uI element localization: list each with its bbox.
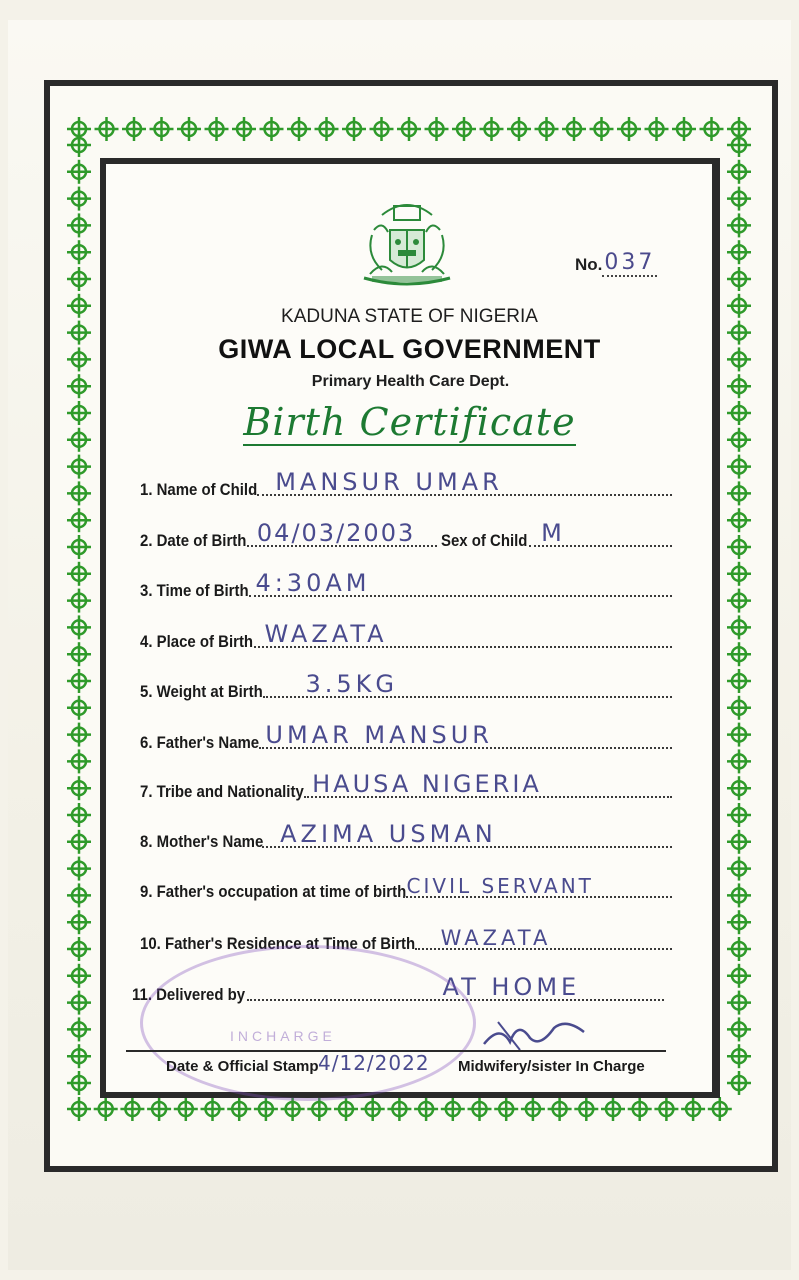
- field-line: [257, 464, 672, 496]
- field-line: [415, 918, 672, 950]
- field-line: [262, 816, 672, 848]
- chain-link-icon: [94, 1097, 118, 1121]
- chain-link-icon: [617, 117, 641, 141]
- field-value: 4:30AM: [255, 569, 371, 597]
- chain-link-icon: [67, 830, 91, 854]
- chain-link-icon: [494, 1097, 518, 1121]
- chain-link-icon: [727, 776, 751, 800]
- chain-link-icon: [120, 1097, 144, 1121]
- field-line: [247, 515, 437, 547]
- chain-link-icon: [727, 910, 751, 934]
- chain-link-icon: [727, 991, 751, 1015]
- chain-link-icon: [67, 964, 91, 988]
- chain-link-icon: [67, 1071, 91, 1095]
- chain-link-icon: [174, 1097, 198, 1121]
- chain-link-icon: [67, 857, 91, 881]
- field-label: 3. Time of Birth: [140, 581, 249, 600]
- chain-link-icon: [67, 883, 91, 907]
- field-name-of-child: [140, 466, 672, 500]
- date-and-stamp-label: Date & Official Stamp: [166, 1058, 319, 1075]
- chain-link-icon: [727, 213, 751, 237]
- chain-link-icon: [67, 642, 91, 666]
- certificate-title: Birth Certificate: [243, 400, 576, 444]
- chain-link-icon: [727, 535, 751, 559]
- field-tribe-and-nationality: [140, 768, 672, 802]
- chain-link-icon: [727, 160, 751, 184]
- left-chain-border: [62, 128, 96, 1098]
- chain-link-icon: [177, 117, 201, 141]
- top-chain-border: [62, 112, 758, 146]
- chain-link-icon: [562, 117, 586, 141]
- chain-link-icon: [727, 187, 751, 211]
- chain-link-icon: [67, 508, 91, 532]
- field-value: UMAR MANSUR: [265, 721, 493, 749]
- chain-link-icon: [535, 117, 559, 141]
- chain-link-icon: [628, 1097, 652, 1121]
- chain-link-icon: [480, 117, 504, 141]
- chain-link-icon: [727, 857, 751, 881]
- chain-link-icon: [387, 1097, 411, 1121]
- midwife-signature: [480, 1014, 590, 1059]
- chain-link-icon: [397, 117, 421, 141]
- chain-link-icon: [414, 1097, 438, 1121]
- field-value: AZIMA USMAN: [280, 820, 497, 848]
- chain-link-icon: [122, 117, 146, 141]
- chain-link-icon: [727, 615, 751, 639]
- chain-link-icon: [67, 749, 91, 773]
- field-value: WAZATA: [440, 926, 552, 950]
- chain-link-icon: [67, 1097, 91, 1121]
- field-line: [249, 565, 672, 597]
- field-weight-at-birth: [140, 668, 672, 702]
- chain-link-icon: [67, 776, 91, 800]
- field-value: 04/03/2003: [256, 519, 416, 547]
- local-government-name: GIWA LOCAL GOVERNMENT: [218, 334, 601, 364]
- chain-link-icon: [205, 117, 229, 141]
- chain-link-icon: [708, 1097, 732, 1121]
- chain-link-icon: [727, 1071, 751, 1095]
- chain-link-icon: [232, 117, 256, 141]
- field-line: [263, 666, 672, 698]
- chain-link-icon: [150, 117, 174, 141]
- chain-link-icon: [727, 589, 751, 613]
- field-label: 11. Delivered by: [132, 985, 246, 1004]
- chain-link-icon: [67, 937, 91, 961]
- field-place-of-birth: [140, 618, 672, 652]
- state-name: KADUNA STATE OF NIGERIA: [281, 306, 538, 327]
- chain-link-icon: [727, 696, 751, 720]
- coat-of-arms-icon: [352, 190, 462, 300]
- field-label: 9. Father's occupation at time of birth: [140, 882, 407, 901]
- chain-link-icon: [67, 562, 91, 586]
- field-date-of-birth: [140, 517, 672, 551]
- chain-link-icon: [727, 133, 751, 157]
- field-value: CIVIL SERVANT: [406, 874, 594, 898]
- chain-link-icon: [654, 1097, 678, 1121]
- chain-link-icon: [67, 1044, 91, 1068]
- chain-link-icon: [67, 991, 91, 1015]
- chain-link-icon: [67, 481, 91, 505]
- field-fathers-occupation: [140, 868, 672, 902]
- chain-link-icon: [521, 1097, 545, 1121]
- chain-link-icon: [507, 117, 531, 141]
- chain-link-icon: [727, 455, 751, 479]
- chain-link-icon: [67, 1017, 91, 1041]
- chain-link-icon: [441, 1097, 465, 1121]
- chain-link-icon: [67, 455, 91, 479]
- chain-link-icon: [645, 117, 669, 141]
- certificate-number-value: 037: [604, 250, 656, 275]
- chain-link-icon: [601, 1097, 625, 1121]
- chain-link-icon: [67, 267, 91, 291]
- chain-link-icon: [548, 1097, 572, 1121]
- right-chain-border: [722, 128, 756, 1098]
- chain-link-icon: [727, 830, 751, 854]
- chain-link-icon: [727, 267, 751, 291]
- midwife-label: Midwifery/sister In Charge: [458, 1058, 645, 1075]
- field-fathers-residence: [140, 920, 672, 954]
- chain-link-icon: [67, 723, 91, 747]
- chain-link-icon: [67, 696, 91, 720]
- chain-link-icon: [342, 117, 366, 141]
- field-label: 8. Mother's Name: [140, 832, 264, 851]
- chain-link-icon: [727, 508, 751, 532]
- field-value: AT HOME: [442, 973, 581, 1001]
- field-line: [259, 717, 672, 749]
- chain-link-icon: [727, 1017, 751, 1041]
- chain-link-icon: [727, 642, 751, 666]
- department-name: Primary Health Care Dept.: [311, 373, 510, 390]
- field-line: [529, 515, 672, 547]
- chain-link-icon: [147, 1097, 171, 1121]
- chain-link-icon: [574, 1097, 598, 1121]
- chain-link-icon: [727, 723, 751, 747]
- field-value: M: [541, 519, 566, 547]
- field-time-of-birth: [140, 567, 672, 601]
- chain-link-icon: [727, 481, 751, 505]
- chain-link-icon: [287, 117, 311, 141]
- chain-link-icon: [67, 240, 91, 264]
- field-label: 5. Weight at Birth: [140, 682, 263, 701]
- chain-link-icon: [727, 669, 751, 693]
- field-label: Sex of Child: [440, 531, 528, 550]
- chain-link-icon: [727, 883, 751, 907]
- chain-link-icon: [254, 1097, 278, 1121]
- chain-link-icon: [727, 562, 751, 586]
- chain-link-icon: [468, 1097, 492, 1121]
- chain-link-icon: [67, 615, 91, 639]
- chain-link-icon: [700, 117, 724, 141]
- certificate-number-label: No.: [575, 255, 603, 274]
- certificate-number: [575, 250, 656, 275]
- chain-link-icon: [727, 749, 751, 773]
- chain-link-icon: [67, 160, 91, 184]
- chain-link-icon: [727, 964, 751, 988]
- chain-link-icon: [727, 1044, 751, 1068]
- official-stamp: [140, 945, 476, 1101]
- field-value: MANSUR UMAR: [275, 468, 503, 496]
- field-label: 6. Father's Name: [140, 733, 260, 752]
- field-fathers-name: [140, 719, 672, 753]
- field-label: 7. Tribe and Nationality: [140, 782, 304, 801]
- chain-link-icon: [370, 117, 394, 141]
- chain-link-icon: [67, 187, 91, 211]
- field-line: [403, 866, 672, 898]
- stamp-date: 4/12/2022: [318, 1051, 430, 1075]
- chain-link-icon: [201, 1097, 225, 1121]
- chain-link-icon: [672, 117, 696, 141]
- chain-link-icon: [260, 117, 284, 141]
- chain-link-icon: [67, 589, 91, 613]
- chain-link-icon: [727, 240, 751, 264]
- chain-link-icon: [315, 117, 339, 141]
- field-value: 3.5KG: [305, 670, 398, 698]
- field-value: WAZATA: [264, 620, 388, 648]
- chain-link-icon: [67, 133, 91, 157]
- field-label: 4. Place of Birth: [140, 632, 254, 651]
- chain-link-icon: [95, 117, 119, 141]
- chain-link-icon: [67, 213, 91, 237]
- field-value: HAUSA NIGERIA: [312, 770, 542, 798]
- chain-link-icon: [227, 1097, 251, 1121]
- chain-link-icon: [727, 803, 751, 827]
- field-line: [254, 616, 672, 648]
- chain-link-icon: [681, 1097, 705, 1121]
- chain-link-icon: [452, 117, 476, 141]
- chain-link-icon: [67, 803, 91, 827]
- chain-link-icon: [67, 910, 91, 934]
- chain-link-icon: [425, 117, 449, 141]
- field-label: 1. Name of Child: [140, 480, 258, 499]
- chain-link-icon: [727, 937, 751, 961]
- field-mothers-name: [140, 818, 672, 852]
- field-label: 2. Date of Birth: [140, 531, 247, 550]
- chain-link-icon: [67, 669, 91, 693]
- field-line: [304, 766, 672, 798]
- chain-link-icon: [334, 1097, 358, 1121]
- field-label: 10. Father's Residence at Time of Birth: [140, 934, 416, 953]
- chain-link-icon: [67, 535, 91, 559]
- chain-link-icon: [590, 117, 614, 141]
- stamp-text: INCHARGE: [230, 1028, 336, 1044]
- chain-link-icon: [361, 1097, 385, 1121]
